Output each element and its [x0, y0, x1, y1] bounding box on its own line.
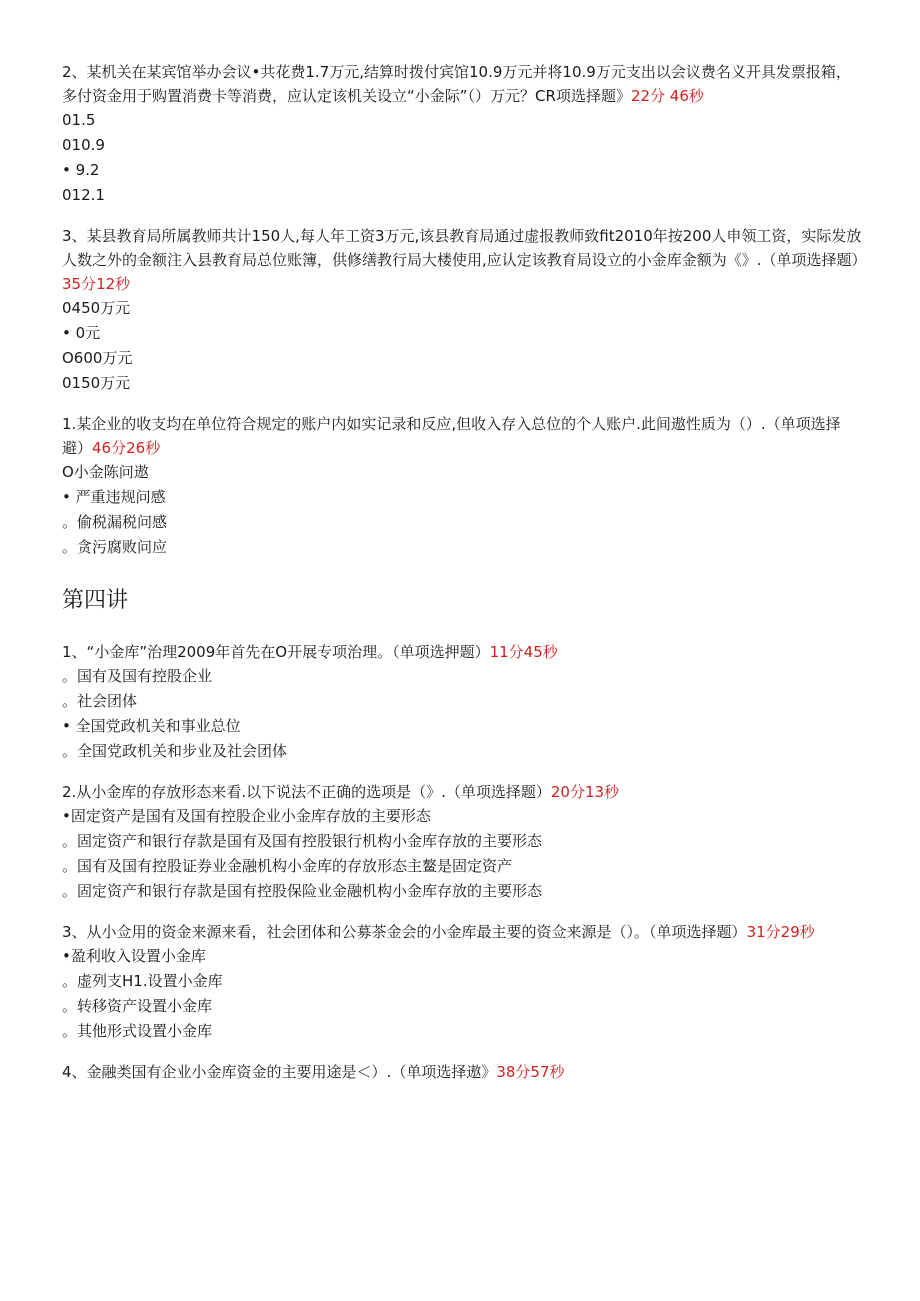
question-block — [62, 640, 862, 764]
answer-option[interactable]: •盈利收入设置小金库 — [62, 947, 206, 965]
answer-option[interactable]: 。国有及国有控股企业 — [62, 667, 213, 685]
question-time: 11分45秒 — [489, 643, 558, 661]
question-time: 31分29秒 — [746, 923, 815, 941]
answer-option[interactable]: 。转移资产设置小金库 — [62, 997, 213, 1015]
answer-option[interactable]: 0450万元 — [62, 299, 131, 317]
question-block — [62, 412, 862, 560]
answer-option[interactable]: 01.5 — [62, 111, 96, 129]
section-title: 第四讲 — [62, 588, 129, 613]
question-block — [62, 920, 862, 1044]
answer-option[interactable]: 。国有及国有控股证券业金融机构小金库的存放形态主鳌是固定资产 — [62, 857, 513, 875]
question-block — [62, 60, 862, 208]
question-time: 20分13秒 — [550, 783, 620, 801]
answer-option[interactable]: • 9.2 — [62, 161, 100, 179]
answer-option[interactable]: 010.9 — [62, 136, 105, 154]
answer-option[interactable]: 0150万元 — [62, 374, 131, 392]
document-page — [62, 60, 867, 1100]
question-prompt: 3、某县教育局所属教师共计150人,每人年工资3万元,该县教育局通过虚报教师致fit2010年按200人申领工资，实际发放人数之外的金额注入县教育局总位账簿，供修缮教行局大楼使用,应认定该教育局设立的小金库金额为《》.（单项选择题） — [62, 227, 867, 269]
question-text — [62, 60, 862, 108]
question-time: 46分26秒 — [92, 439, 161, 457]
answer-option[interactable]: 。其他形式设置小金库 — [62, 1022, 213, 1040]
answer-option[interactable]: 012.1 — [62, 186, 105, 204]
answer-option[interactable]: 。虚列支H1.设置小金库 — [62, 972, 223, 990]
answer-option[interactable]: O小金陈问遨 — [62, 463, 149, 481]
question-time: 38分57秒 — [496, 1063, 565, 1081]
question-time: 22分 46秒 — [630, 87, 704, 105]
answer-option[interactable]: O600万元 — [62, 349, 133, 367]
question-text — [62, 920, 862, 944]
question-block — [62, 780, 862, 904]
answer-option[interactable]: 。偷税漏税问感 — [62, 513, 168, 531]
question-block — [62, 1060, 862, 1084]
question-prompt: 1.某企业的收支均在单位符合规定的账户内如实记录和反应,但收入存入总位的个人账户.此间遨性质为（）.（单项选择避） — [62, 415, 841, 457]
answer-option[interactable]: • 全国党政机关和事业总位 — [62, 717, 241, 735]
question-time: 35分12秒 — [62, 275, 131, 293]
question-prompt: 2、某机关在某宾馆举办会议•共花费1.7万元,结算时拨付宾馆10.9万元并将10.9万元支出以会议费名义开具发票报箱，多付资金用于购置消费卡等消费，应认定该机关设立“小金际”（）万元？CR项选择题》 — [62, 63, 851, 105]
answer-option[interactable]: • 严重违规问感 — [62, 488, 166, 506]
answer-option[interactable]: 。全国党政机关和步业及社会团体 — [62, 742, 288, 760]
question-block — [62, 224, 867, 396]
question-text — [62, 412, 862, 460]
question-text — [62, 224, 867, 296]
answer-option[interactable]: •固定资产是国有及国有控股企业小金库存放的主要形态 — [62, 807, 431, 825]
answer-option[interactable]: 。固定资产和银行存款是国有及国有控股银行机构小金库存放的主要形态 — [62, 832, 543, 850]
answer-option[interactable]: 。社会团体 — [62, 692, 138, 710]
answer-option[interactable]: 。贪污腐败问应 — [62, 538, 168, 556]
question-text — [62, 780, 862, 804]
question-prompt: 1、“小金库”治理2009年首先在O开展专项治理。（单项选押题） — [62, 643, 490, 661]
question-text — [62, 640, 862, 664]
question-prompt: 3、从小佥用的资金来源来看，社会团体和公募茶金会的小金库最主要的资佥来源是（）。（单项选择题） — [62, 923, 747, 941]
question-prompt: 4、金融类国有企业小金库资金的主要用途是＜）.（单项选择遨》 — [62, 1063, 497, 1081]
question-text — [62, 1060, 862, 1084]
question-prompt: 2.从小金库的存放形态来看.以下说法不正确的选项是（》.（单项选择题） — [62, 783, 551, 801]
answer-option[interactable]: • 0元 — [62, 324, 101, 342]
answer-option[interactable]: 。固定资产和银行存款是国有控股保险业金融机构小金库存放的主要形态 — [62, 882, 543, 900]
